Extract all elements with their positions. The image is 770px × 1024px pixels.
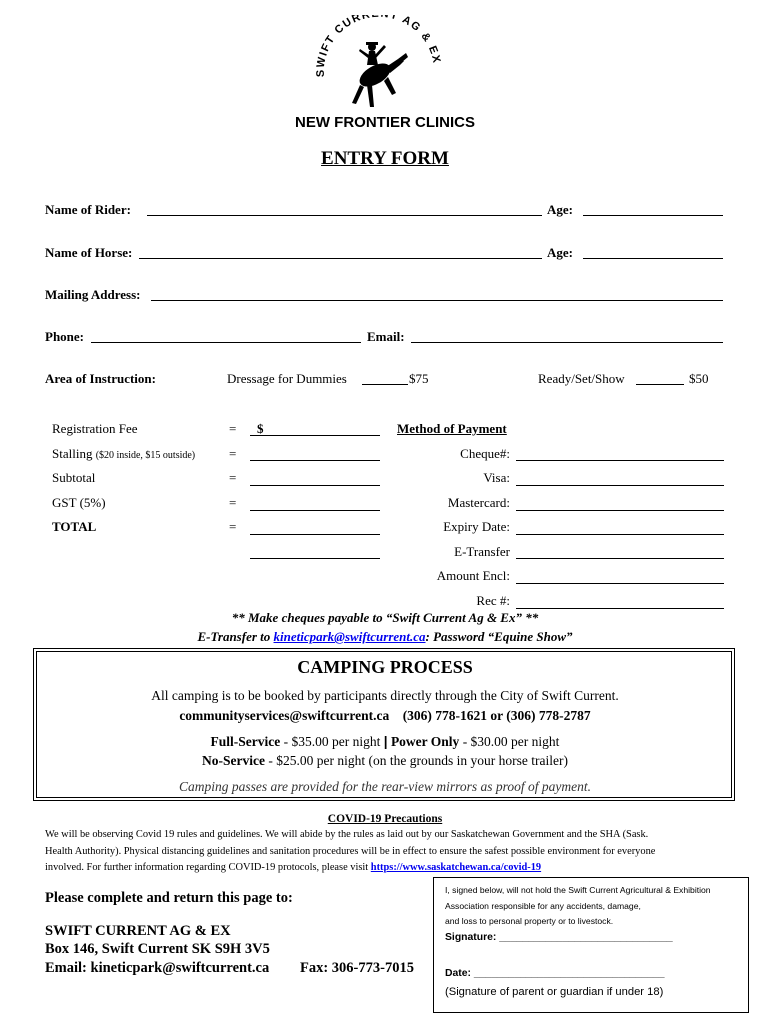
email-field[interactable] xyxy=(411,342,723,343)
etransfer-label: E-Transfer xyxy=(454,544,510,559)
email-label: Email: xyxy=(367,329,405,344)
covid-line2: Health Authority). Physical distancing guidelines and sanitation procedures will be in effect to ensure the safest possible environment for everyone xyxy=(45,846,656,857)
form-title: ENTRY FORM xyxy=(321,148,449,169)
subtotal-label: Subtotal xyxy=(52,470,96,485)
covid-line1: We will be observing Covid 19 rules and guidelines. We will abide by the rules as laid out by our Saskatchewan Government and the SHA (Sask. xyxy=(45,829,649,840)
amount-label: Amount Encl: xyxy=(436,568,510,583)
readysetshow-price: $50 xyxy=(689,371,709,386)
subtotal-field[interactable] xyxy=(250,485,380,486)
gst-label: GST (5%) xyxy=(52,495,106,510)
visa-label: Visa: xyxy=(483,470,510,485)
mailing-label: Mailing Address: xyxy=(45,287,141,302)
expiry-label: Expiry Date: xyxy=(443,519,510,534)
phone-label: Phone: xyxy=(45,329,84,344)
clinic-name: NEW FRONTIER CLINICS xyxy=(295,114,475,131)
etransfer-email-link[interactable]: kineticpark@swiftcurrent.ca xyxy=(273,629,426,644)
mastercard-label: Mastercard: xyxy=(447,495,510,510)
horse-age-field[interactable] xyxy=(583,258,723,259)
dressage-field[interactable] xyxy=(362,384,408,385)
visa-field[interactable] xyxy=(516,485,724,486)
payment-title: Method of Payment xyxy=(397,421,507,436)
etransfer-note: E-Transfer to kineticpark@swiftcurrent.ca: Password “Equine Show” xyxy=(197,629,573,644)
covid-link[interactable]: https://www.saskatchewan.ca/covid-19 xyxy=(370,862,542,873)
covid-line3: involved. For further information regarding COVID-19 protocols, please visit https://www.saskatchewan.ca/covid-19 xyxy=(45,862,542,873)
return-address: Box 146, Swift Current SK S9H 3V5 xyxy=(45,941,270,957)
return-org: SWIFT CURRENT AG & EX xyxy=(45,923,231,939)
rider-field[interactable] xyxy=(147,215,542,216)
equals-sign: = xyxy=(229,470,237,485)
dollar-sign: $ xyxy=(257,421,264,436)
mastercard-field[interactable] xyxy=(516,510,724,511)
waiver-line2: Association responsible for any accidents, damage, xyxy=(445,901,641,911)
bronc-rider-logo xyxy=(312,15,442,115)
registration-field[interactable] xyxy=(250,435,380,436)
mailing-field[interactable] xyxy=(151,300,723,301)
option-dressage: Dressage for Dummies xyxy=(227,371,347,386)
cheque-field[interactable] xyxy=(516,460,724,461)
cheque-label: Cheque#: xyxy=(460,446,510,461)
etransfer-field[interactable] xyxy=(516,558,724,559)
equals-sign: = xyxy=(229,519,237,534)
camping-passes: Camping passes are provided for the rear-view mirrors as proof of payment. xyxy=(179,779,591,794)
readysetshow-field[interactable] xyxy=(636,384,684,385)
return-heading: Please complete and return this page to: xyxy=(45,890,293,906)
signature-field[interactable]: Signature: ______________________________ xyxy=(445,932,673,943)
total-label: TOTAL xyxy=(52,519,97,534)
camping-contact: communityservices@swiftcurrent.ca (306) 778-1621 or (306) 778-2787 xyxy=(179,708,591,723)
total-field[interactable] xyxy=(250,534,380,535)
equals-sign: = xyxy=(229,495,237,510)
stalling-field[interactable] xyxy=(250,460,380,461)
option-readysetshow: Ready/Set/Show xyxy=(538,371,625,386)
camping-no-service: No-Service - $25.00 per night (on the grounds in your horse trailer) xyxy=(202,753,568,768)
equals-sign: = xyxy=(229,446,237,461)
waiver-line3: and loss to personal property or to livestock. xyxy=(445,916,614,926)
camping-line1: All camping is to be booked by participants directly through the City of Swift Current. xyxy=(151,688,619,703)
date-field[interactable]: Date: _________________________________ xyxy=(445,968,665,979)
rec-label: Rec #: xyxy=(476,593,510,608)
camping-title: CAMPING PROCESS xyxy=(297,657,473,677)
phone-field[interactable] xyxy=(91,342,361,343)
registration-label: Registration Fee xyxy=(52,421,138,436)
cheque-payable-note: ** Make cheques payable to “Swift Current Ag & Ex” ** xyxy=(231,610,539,625)
rider-age-field[interactable] xyxy=(583,215,723,216)
rider-label: Name of Rider: xyxy=(45,202,131,217)
logo-arc-text: SWIFT CURR T AG & EX xyxy=(314,15,442,78)
rec-field[interactable] xyxy=(516,608,724,609)
dressage-price: $75 xyxy=(409,371,429,386)
gst-field[interactable] xyxy=(250,510,380,511)
amount-field[interactable] xyxy=(516,583,724,584)
extra-field[interactable] xyxy=(250,558,380,559)
horse-field[interactable] xyxy=(139,258,542,259)
horse-label: Name of Horse: xyxy=(45,245,133,260)
return-fax: Fax: 306-773-7015 xyxy=(300,960,414,976)
equals-sign: = xyxy=(229,421,237,436)
return-email: Email: kineticpark@swiftcurrent.ca xyxy=(45,960,270,976)
expiry-field[interactable] xyxy=(516,534,724,535)
rider-age-label: Age: xyxy=(547,202,574,217)
waiver-line1: I, signed below, will not hold the Swift Current Agricultural & Exhibition xyxy=(445,885,711,895)
logo xyxy=(312,15,442,115)
covid-title: COVID-19 Precautions xyxy=(327,813,443,825)
stalling-label: Stalling ($20 inside, $15 outside) xyxy=(52,446,196,461)
camping-full-service: Full-Service - $35.00 per night | Power Only - $30.00 per night xyxy=(210,734,560,749)
horse-age-label: Age: xyxy=(547,245,574,260)
waiver-note: (Signature of parent or guardian if under 18) xyxy=(445,986,664,998)
instruction-label: Area of Instruction: xyxy=(45,371,156,386)
